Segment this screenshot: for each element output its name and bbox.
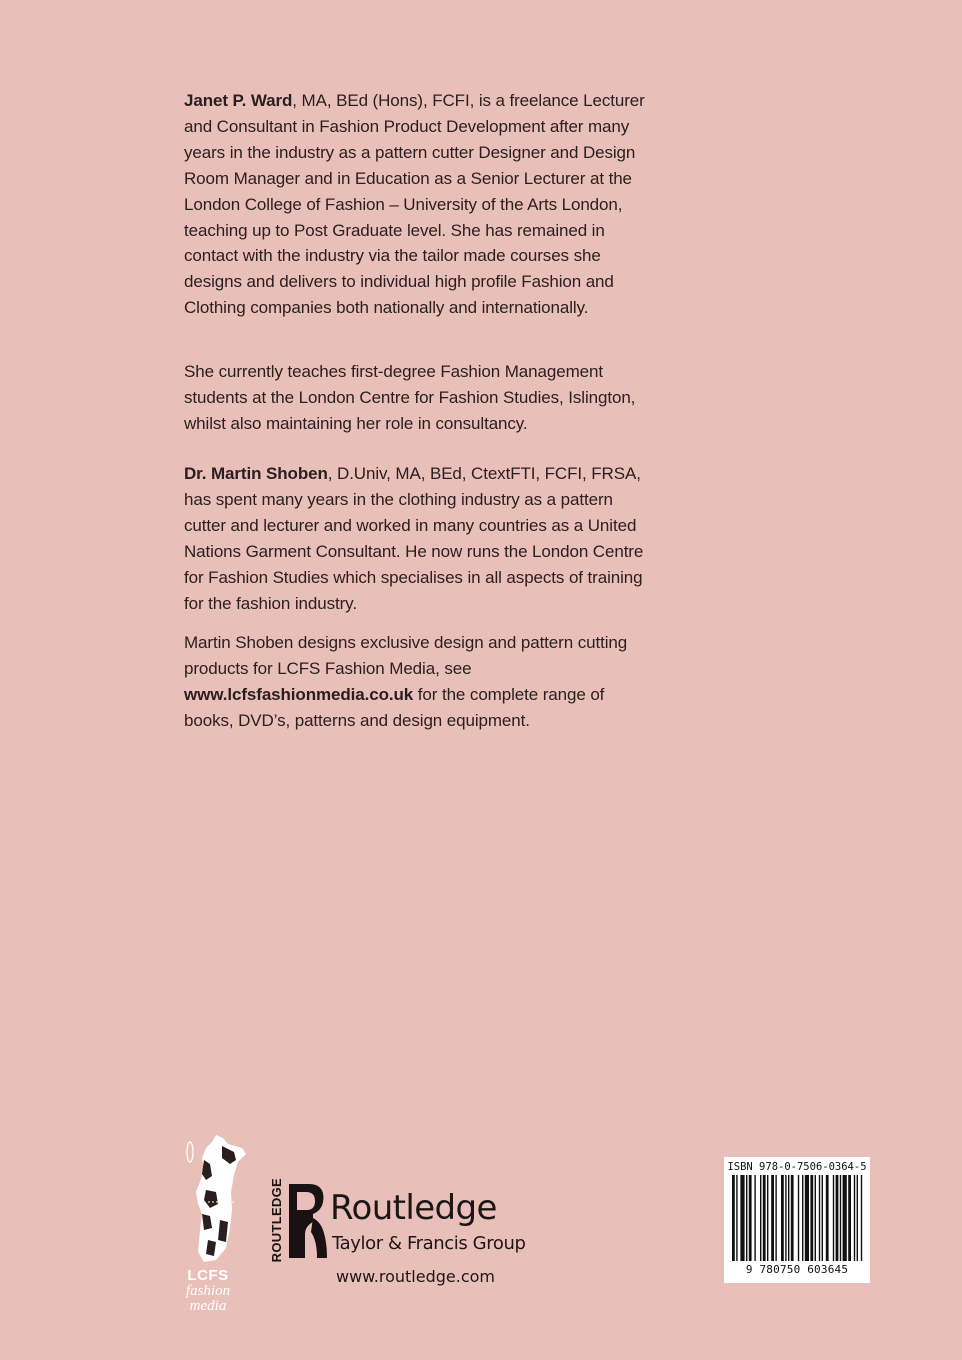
dress-form-mannequin-icon: [176, 1130, 246, 1265]
bio-text: She currently teaches first-degree Fashion Management students at the London Centre for Fashion Studies, Islington, whilst also maintaining her role in consultancy.: [184, 362, 636, 433]
author-bio-martin-shoben: [184, 461, 654, 616]
barcode-digits: 9 780750 603645: [745, 1263, 849, 1276]
author-name: Dr. Martin Shoben: [184, 464, 328, 483]
lcfs-wordmark: LCFS: [187, 1267, 229, 1284]
author-bio-janet-ward: [184, 88, 654, 321]
bio-text: for the complete range of books, DVD’s, patterns and design equipment.: [184, 684, 605, 730]
routledge-logo: [266, 1177, 566, 1272]
routledge-vertical-wordmark: ROUTLEDGE: [268, 1177, 284, 1263]
routledge-name: Routledge: [330, 1188, 497, 1228]
barcode-bars-icon: [730, 1175, 864, 1263]
lcfs-media-text: media: [189, 1298, 227, 1314]
bio-text: Martin Shoben designs exclusive design and pattern cutting products for LCFS Fashion Media, see: [184, 633, 628, 678]
bio-text: , MA, BEd (Hons), FCFI, is a freelance Lecturer and Consultant in Fashion Product Development after many years in the industry as a pattern cutter Designer and Design Room Manager and in Education as a Senior Lecturer at the London College of Fashion – University of the Arts London, teaching up to Post Graduate level. She has remained in contact with the industry via the tailor made courses she designs and delivers to individual high profile Fashion and Clothing companies both nationally and internationally.: [184, 91, 645, 318]
routledge-group-name: Taylor & Francis Group: [332, 1233, 526, 1254]
website-link[interactable]: www.lcfsfashionmedia.co.uk: [184, 684, 414, 704]
isbn-barcode: [724, 1157, 870, 1283]
author-name: Janet P. Ward: [184, 91, 293, 110]
author-bio-janet-ward-current: [184, 359, 654, 437]
routledge-r-profile-icon: [287, 1184, 327, 1258]
isbn-number: ISBN 978-0-7506-0364-5: [727, 1161, 867, 1173]
publisher-website[interactable]: www.routledge.com: [336, 1267, 496, 1286]
lcfs-fashion-media-logo: [168, 1130, 258, 1320]
lcfs-fashion-text: fashion: [185, 1283, 231, 1299]
author-bio-martin-shoben-products: [184, 630, 654, 734]
bio-text: , D.Univ, MA, BEd, CtextFTI, FCFI, FRSA, has spent many years in the clothing industry as a pattern cutter and lecturer and worked in many countries as a United Nations Garment Consultant. He now runs the London Centre for Fashion Studies which specialises in all aspects of training for the fashion industry.: [184, 464, 644, 613]
